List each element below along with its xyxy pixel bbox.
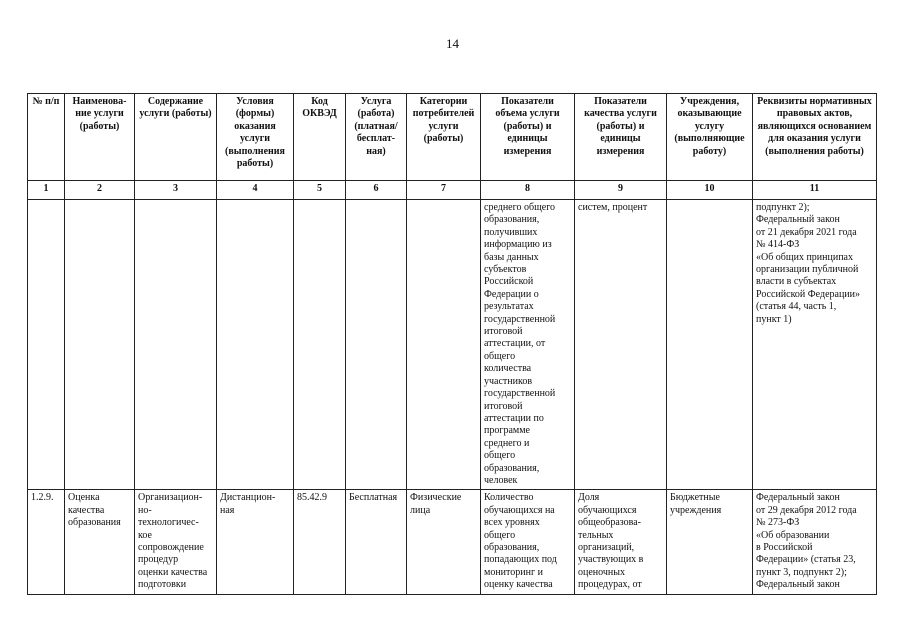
table-cell bbox=[135, 200, 217, 490]
table-cell bbox=[65, 200, 135, 490]
table-cell: среднего общего образования, получивших информацию из базы данных субъектов Российской Федерации о результатах государственной итоговой аттестации, от общего количества участников государственной итоговой аттестации по программе среднего и общего образования, человек bbox=[481, 200, 575, 490]
header-cell: Показатели качества услуги (работы) и единицы измерения bbox=[575, 94, 667, 181]
column-number-row bbox=[28, 181, 877, 200]
column-number: 5 bbox=[294, 181, 346, 200]
table-cell: Оценка качества образования bbox=[65, 490, 135, 595]
column-number: 6 bbox=[346, 181, 407, 200]
table-cell: Количество обучающихся на всех уровнях общего образования, попадающих под мониторинг и оценку качества bbox=[481, 490, 575, 595]
table-cell: Бесплатная bbox=[346, 490, 407, 595]
table-cell: подпункт 2); Федеральный закон от 21 декабря 2021 года № 414-ФЗ «Об общих принципах организации публичной власти в субъектах Российской Федерации» (статья 44, часть 1, пункт 1) bbox=[753, 200, 877, 490]
table-cell bbox=[407, 200, 481, 490]
table-cell bbox=[294, 200, 346, 490]
table-cell: 85.42.9 bbox=[294, 490, 346, 595]
header-cell: Код ОКВЭД bbox=[294, 94, 346, 181]
table-cell: систем, процент bbox=[575, 200, 667, 490]
column-number: 7 bbox=[407, 181, 481, 200]
header-cell: Категории потребителей услуги (работы) bbox=[407, 94, 481, 181]
header-row bbox=[28, 94, 877, 181]
header-cell: Показатели объема услуги (работы) и единицы измерения bbox=[481, 94, 575, 181]
table-cell: Физические лица bbox=[407, 490, 481, 595]
header-cell: Учреждения, оказывающие услугу (выполняющие работу) bbox=[667, 94, 753, 181]
table-cell: Федеральный закон от 29 декабря 2012 года № 273-ФЗ «Об образовании в Российской Федерации» (статья 23, пункт 3, подпункт 2); Федеральный закон bbox=[753, 490, 877, 595]
header-cell: Наименова- ние услуги (работы) bbox=[65, 94, 135, 181]
table-row bbox=[28, 200, 877, 490]
column-number: 8 bbox=[481, 181, 575, 200]
table-cell bbox=[667, 200, 753, 490]
column-number: 2 bbox=[65, 181, 135, 200]
header-cell: Услуга (работа) (платная/ бесплат- ная) bbox=[346, 94, 407, 181]
table-row bbox=[28, 490, 877, 595]
header-cell: Условия (формы) оказания услуги (выполнения работы) bbox=[217, 94, 294, 181]
table-cell bbox=[346, 200, 407, 490]
table-cell: 1.2.9. bbox=[28, 490, 65, 595]
table-cell bbox=[217, 200, 294, 490]
table-cell: Организацион- но- технологичес- кое сопровождение процедур оценки качества подготовки bbox=[135, 490, 217, 595]
header-cell: № п/п bbox=[28, 94, 65, 181]
column-number: 9 bbox=[575, 181, 667, 200]
column-number: 4 bbox=[217, 181, 294, 200]
column-number: 10 bbox=[667, 181, 753, 200]
page-number: 14 bbox=[446, 36, 459, 51]
column-number: 1 bbox=[28, 181, 65, 200]
table-cell: Бюджетные учреждения bbox=[667, 490, 753, 595]
column-number: 11 bbox=[753, 181, 877, 200]
services-table bbox=[27, 93, 877, 595]
header-cell: Содержание услуги (работы) bbox=[135, 94, 217, 181]
column-number: 3 bbox=[135, 181, 217, 200]
table-cell: Дистанцион- ная bbox=[217, 490, 294, 595]
table-cell: Доля обучающихся общеобразова- тельных организаций, участвующих в оценочных процедурах, от bbox=[575, 490, 667, 595]
header-cell: Реквизиты нормативных правовых актов, являющихся основанием для оказания услуги (выполнения работы) bbox=[753, 94, 877, 181]
table-cell bbox=[28, 200, 65, 490]
